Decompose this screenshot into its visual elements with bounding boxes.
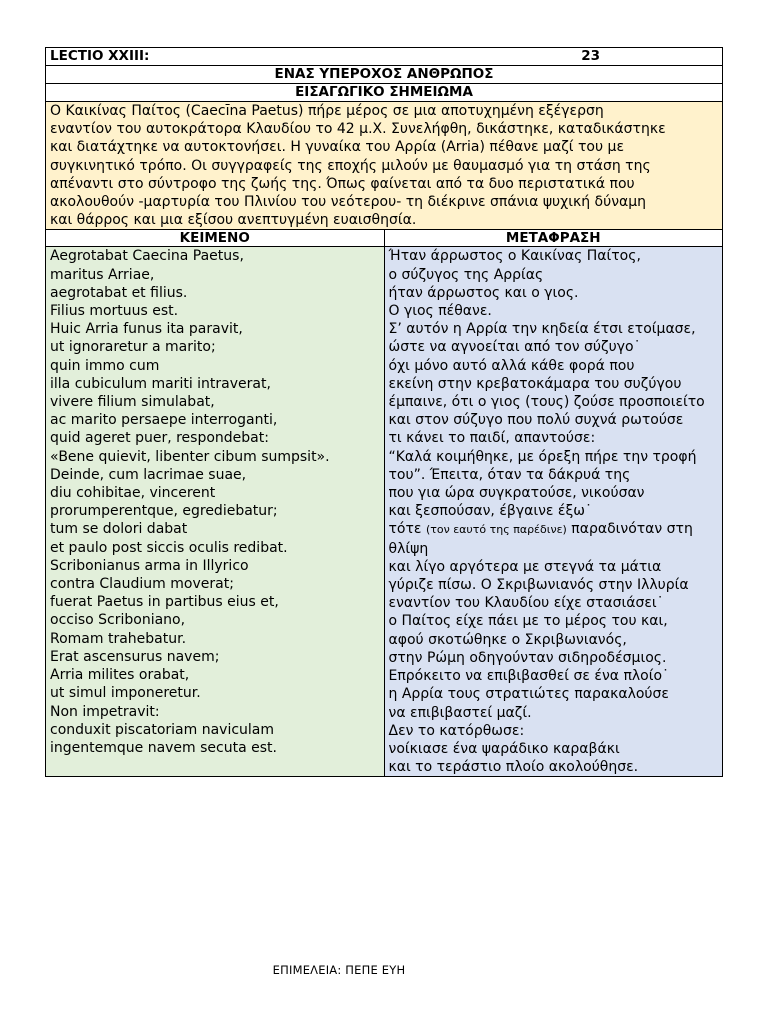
latin-line: Huic Arria funus ita paravit, bbox=[50, 321, 243, 338]
latin-line: vivere filium simulabat, bbox=[50, 394, 215, 411]
latin-line: «Bene quievit, libenter cibum sumpsit». bbox=[50, 448, 330, 465]
latin-line: quid ageret puer, respondebat: bbox=[50, 430, 269, 447]
latin-line: Arria milites orabat, bbox=[50, 667, 190, 684]
greek-lines bbox=[389, 247, 719, 776]
footer-credit: ΕΠΙΜΕΛΕΙΑ: ΠΕΠΕ ΕΥΗ bbox=[272, 963, 406, 977]
latin-line: occiso Scriboniano, bbox=[50, 612, 186, 629]
greek-line: εναντίον του Κλαυδίου είχε στασιάσει˙ bbox=[388, 595, 664, 612]
intro-paragraph bbox=[50, 102, 718, 229]
greek-line: τι κάνει το παιδί, απαντούσε: bbox=[388, 430, 596, 447]
latin-line: fuerat Paetus in partibus eius et, bbox=[50, 594, 279, 611]
intro-heading-row bbox=[46, 84, 723, 102]
greek-line: εκείνη στην κρεβατοκάμαρα του συζύγου bbox=[388, 375, 682, 392]
greek-line: και το τεράστιο πλοίο ακολούθησε. bbox=[388, 759, 639, 776]
greek-line: που για ώρα συγκρατούσε, νικούσαν bbox=[388, 485, 645, 502]
latin-line: diu cohibitae, vincerent bbox=[50, 485, 216, 502]
greek-line: όχι μόνο αυτό αλλά κάθε φορά που bbox=[388, 357, 635, 374]
latin-line: illa cubiculum mariti intraverat, bbox=[50, 375, 271, 392]
greek-line-text: τότε bbox=[388, 521, 426, 538]
greek-line: ήταν άρρωστος και ο γιος. bbox=[388, 284, 579, 301]
intro-heading: ΕΙΣΑΓΩΓΙΚΟ ΣΗΜΕΙΩΜΑ bbox=[46, 84, 723, 102]
latin-line: maritus Arriae, bbox=[50, 266, 155, 283]
intro-line: Ο Καικίνας Παίτος (Caecīna Paetus) πήρε μέρος σε μια αποτυχημένη εξέγερση bbox=[50, 103, 604, 119]
column-headers-row bbox=[46, 230, 723, 247]
greek-line: “Καλά κοιμήθηκε, με όρεξη πήρε την τροφή bbox=[388, 448, 697, 465]
latin-line: quin immo cum bbox=[50, 357, 160, 374]
latin-line: Scribonianus arma in Illyrico bbox=[50, 557, 249, 574]
lesson-number: 23 bbox=[581, 48, 600, 64]
intro-line: συγκινητικό τρόπο. Οι συγγραφείς της εποχής μιλούν με θαυμασμό για τη στάση της bbox=[50, 157, 651, 174]
greek-line: να επιβιβαστεί μαζί. bbox=[388, 704, 532, 721]
greek-line: αφού σκοτώθηκε ο Σκριβωνιανός, bbox=[388, 631, 627, 648]
greek-line: του”. Έπειτα, όταν τα δάκρυά της bbox=[388, 466, 631, 483]
intro-text bbox=[46, 102, 723, 230]
greek-line: ο Παίτος είχε πάει με το μέρος του και, bbox=[388, 613, 668, 630]
greek-line: Δεν το κατόρθωσε: bbox=[388, 722, 525, 739]
lesson-title: ΕΝΑΣ ΥΠΕΡΟΧΟΣ ΑΝΘΡΩΠΟΣ bbox=[46, 66, 723, 84]
greek-line-text: παραδινόταν στη bbox=[566, 521, 693, 538]
latin-line: ut simul imponeretur. bbox=[50, 685, 201, 702]
latin-line: Non impetravit: bbox=[50, 703, 160, 720]
latin-text-column bbox=[46, 247, 385, 777]
latin-line: prorumperentque, egrediebatur; bbox=[50, 503, 278, 520]
intro-line: εναντίον του αυτοκράτορα Κλαυδίου το 42 μ.Χ. Συνελήφθη, δικάστηκε, καταδικάστηκε bbox=[50, 121, 666, 138]
greek-line: στην Ρώμη οδηγούνταν σιδηροδέσμιος. bbox=[388, 649, 667, 666]
intro-line: και θάρρος και μια εξίσου ανεπτυγμένη ευαισθησία. bbox=[50, 212, 417, 229]
latin-line: Deinde, cum lacrimae suae, bbox=[50, 466, 247, 483]
latin-lines bbox=[50, 247, 380, 757]
greek-line: έμπαινε, ότι ο γιος (τους) ζούσε προσποιείτο bbox=[388, 394, 705, 411]
latin-line: ut ignoraretur a marito; bbox=[50, 339, 216, 356]
greek-line: και στον σύζυγο που πολύ συχνά ρωτούσε bbox=[388, 412, 684, 429]
lesson-label: LECTIO XXIII: bbox=[50, 48, 150, 64]
greek-line: Ο γιος πέθανε. bbox=[388, 303, 492, 320]
greek-line bbox=[389, 520, 719, 539]
lesson-header-row bbox=[46, 48, 723, 66]
latin-line: Filius mortuus est. bbox=[50, 303, 179, 320]
latin-line: aegrotabat et filius. bbox=[50, 284, 188, 301]
latin-line: tum se dolori dabat bbox=[50, 521, 188, 538]
intro-row bbox=[46, 102, 723, 230]
intro-line: απέναντι στο σύντροφο της ζωής της. Όπως φαίνεται από τα δυο περιστατικά που bbox=[50, 175, 635, 192]
latin-line: Romam trahebatur. bbox=[50, 630, 187, 647]
greek-line: ο σύζυγος της Αρρίας bbox=[388, 266, 544, 283]
greek-line: και λίγο αργότερα με στεγνά τα μάτια bbox=[388, 558, 662, 575]
greek-line: ώστε να αγνοείται από τον σύζυγο˙ bbox=[388, 339, 641, 356]
latin-line: ac marito persaepe interroganti, bbox=[50, 412, 278, 429]
intro-line: και διατάχτηκε να αυτοκτονήσει. Η γυναίκα του Αρρία (Arria) πέθανε μαζί του με bbox=[50, 139, 625, 156]
latin-line: contra Claudium moverat; bbox=[50, 576, 234, 593]
latin-line: et paulo post siccis oculis redibat. bbox=[50, 539, 288, 556]
lesson-table bbox=[45, 47, 723, 777]
latin-line: conduxit piscatoriam naviculam bbox=[50, 721, 275, 738]
title-row bbox=[46, 66, 723, 84]
greek-line: γύριζε πίσω. Ο Σκριβωνιανός στην Ιλλυρία bbox=[388, 577, 689, 594]
latin-line: Erat ascensurus navem; bbox=[50, 648, 220, 665]
greek-line: Σ’ αυτόν η Αρρία την κηδεία έτσι ετοίμασε, bbox=[388, 321, 696, 338]
greek-line: Ήταν άρρωστος ο Καικίνας Παίτος, bbox=[388, 248, 641, 265]
column-header-translation: ΜΕΤΑΦΡΑΣΗ bbox=[384, 230, 723, 247]
greek-line: θλίψη bbox=[388, 540, 429, 557]
greek-line: και ξεσπούσαν, έβγαινε έξω˙ bbox=[388, 503, 593, 520]
greek-line: Επρόκειτο να επιβιβασθεί σε ένα πλοίο˙ bbox=[388, 668, 670, 685]
latin-line: ingentemque navem secuta est. bbox=[50, 739, 277, 756]
lesson-header-cell bbox=[46, 48, 723, 66]
intro-line: ακολουθούν -μαρτυρία του Πλινίου του νεότερου- τη διέκρινε σπάνια ψυχική δύναμη bbox=[50, 194, 647, 211]
latin-line: Aegrotabat Caecina Paetus, bbox=[50, 248, 244, 265]
greek-line: νοίκιασε ένα ψαράδικο καραβάκι bbox=[388, 740, 620, 757]
greek-line-aside: (τον εαυτό της παρέδινε) bbox=[425, 523, 567, 537]
greek-translation-column bbox=[384, 247, 723, 777]
content-row bbox=[46, 247, 723, 777]
greek-line: η Αρρία τους στρατιώτες παρακαλούσε bbox=[388, 686, 669, 703]
column-header-text: ΚΕΙΜΕΝΟ bbox=[46, 230, 385, 247]
